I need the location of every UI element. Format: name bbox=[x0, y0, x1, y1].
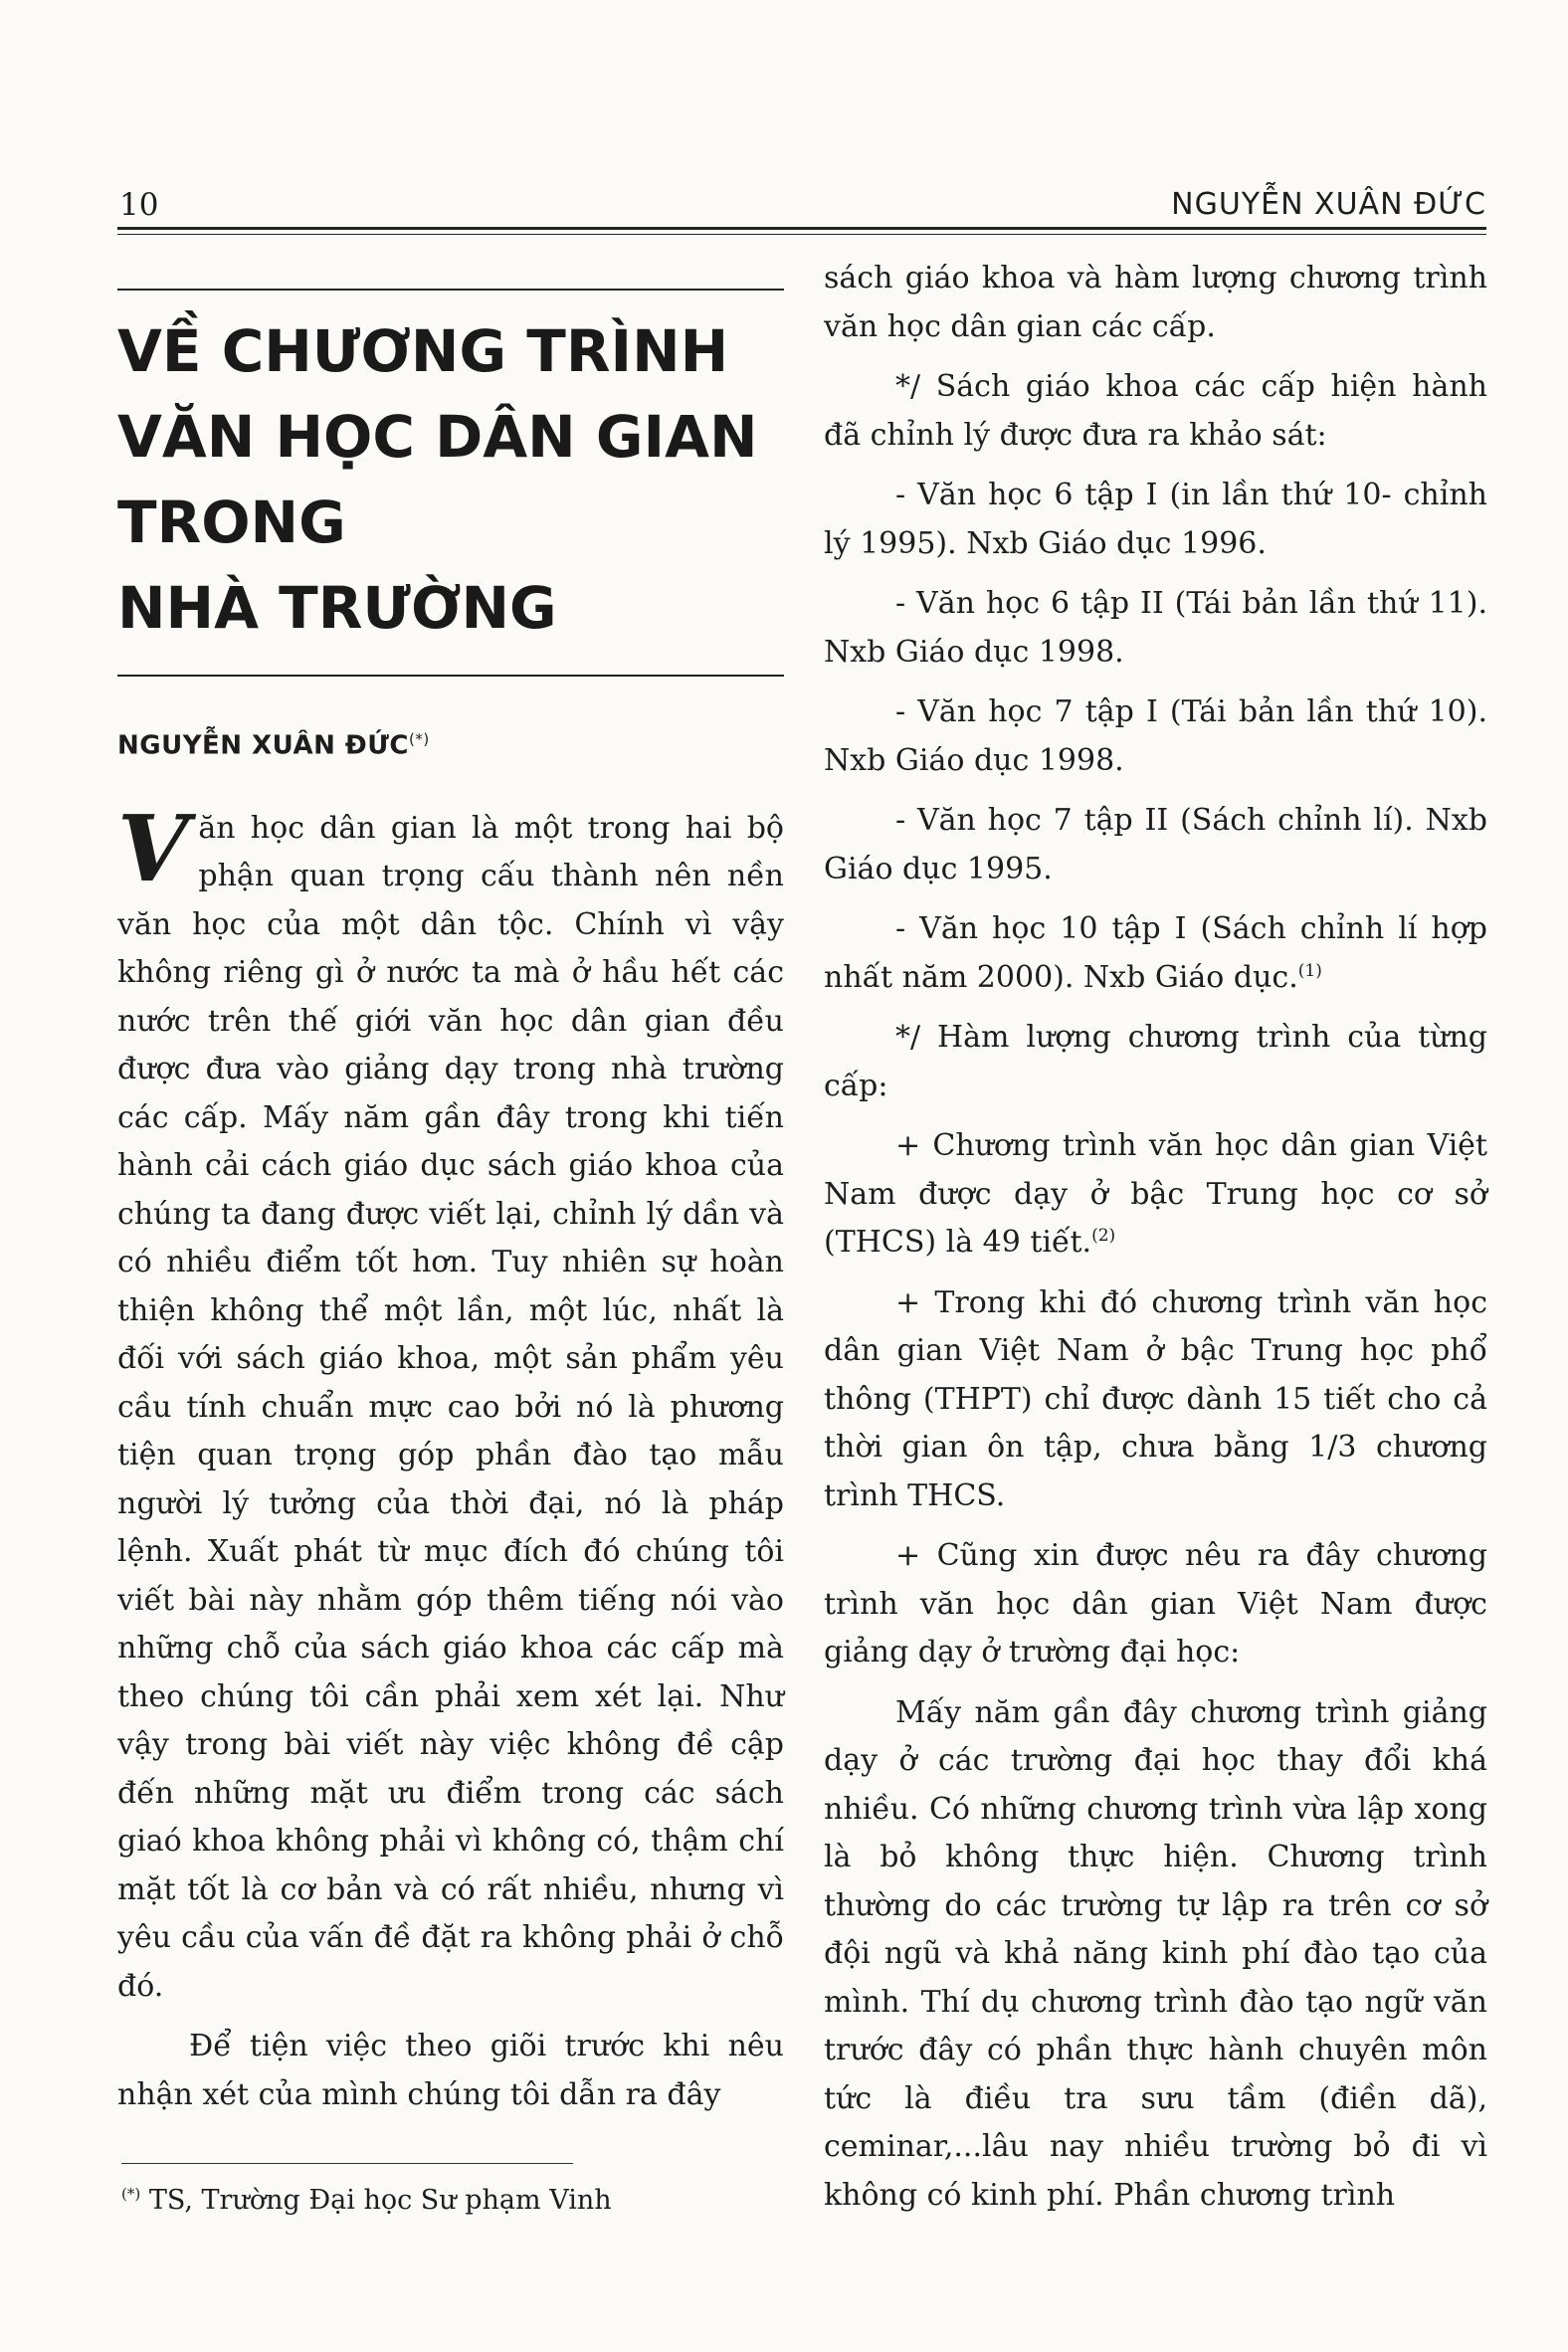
list-item: - Văn học 6 tập I (in lần thứ 10- chỉnh lý 1995). Nxb Giáo dục 1996. bbox=[824, 478, 1487, 561]
left-column bbox=[117, 289, 784, 2119]
paragraph-text: ăn học dân gian là một trong hai bộ phận quan trọng cấu thành nên nền văn học của một dân tộc. Chính vì vậy không riêng gì ở nước ta mà ở hầu hết các nước trên thế giới văn học dân gian đều được đưa vào giảng dạy trong nhà trường các cấp. Mấy năm gần đây trong khi tiến hành cải cách giáo dục sách giáo khoa của chúng ta đang được viết lại, chỉnh lý dần và có nhiều điểm tốt hơn. Tuy nhiên sự hoàn thiện không thể một lần, một lúc, nhất là đối với sách giáo khoa, một sản phẩm yêu cầu tính chuẩn mực cao bởi nó là phương tiện quan trọng góp phần đào tạo mẫu người lý tưởng của thời đại, nó là pháp lệnh. Xuất phát từ mục đích đó chúng tôi viết bài này nhằm góp thêm tiếng nói vào những chỗ của sách giáo khoa các cấp mà theo chúng tôi cần phải xem xét lại. Như vậy trong bài viết này việc không đề cập đến những mặt ưu điểm trong các sách giaó khoa không phải vì không có, thậm chí mặt tốt là cơ bản và có rất nhiều, nhưng vì yêu cầu của vấn đề đặt ra không phải ở chỗ đó. bbox=[117, 810, 784, 2004]
title-line: VĂN HỌC DÂN GIAN bbox=[117, 403, 758, 471]
list-item: - Văn học 7 tập II (Sách chỉnh lí). Nxb Giáo dục 1995. bbox=[824, 803, 1487, 886]
body-paragraph bbox=[824, 1122, 1487, 1268]
paragraph-text: - Văn học 10 tập I (Sách chỉnh lí hợp nhất năm 2000). Nxb Giáo dục. bbox=[824, 911, 1487, 995]
body-paragraph: + Trong khi đó chương trình văn học dân gian Việt Nam ở bậc Trung học phổ thông (THPT) chỉ được dành 15 tiết cho cả thời gian ôn tập, chưa bằng 1/3 chương trình THCS. bbox=[824, 1284, 1487, 1513]
body-paragraph bbox=[117, 794, 784, 2012]
list-item: - Văn học 6 tập II (Tái bản lần thứ 11). Nxb Giáo dục 1998. bbox=[824, 586, 1487, 670]
paragraph-text: + Chương trình văn học dân gian Việt Nam được dạy ở bậc Trung học cơ sở (THCS) là 49 tiết. bbox=[824, 1128, 1487, 1260]
footnote-text: TS, Trường Đại học Sư phạm Vinh bbox=[148, 2185, 612, 2216]
footnote-ref: (2) bbox=[1091, 1226, 1116, 1246]
title-line: TRONG bbox=[117, 489, 346, 556]
header-rule bbox=[117, 227, 1486, 230]
author-name: NGUYỄN XUÂN ĐỨC bbox=[117, 730, 409, 761]
body-paragraph: */ Sách giáo khoa các cấp hiện hành đã chỉnh lý được đưa ra khảo sát: bbox=[824, 369, 1487, 453]
title-line: VỀ CHƯƠNG TRÌNH bbox=[117, 317, 729, 385]
header-rule-thin bbox=[117, 234, 1486, 235]
article-title bbox=[117, 308, 784, 651]
list-item: - Văn học 7 tập I (Tái bản lần thứ 10). Nxb Giáo dục 1998. bbox=[824, 694, 1487, 778]
running-head: NGUYỄN XUÂN ĐỨC bbox=[1171, 187, 1486, 222]
list-item bbox=[824, 905, 1487, 1002]
body-paragraph: Mấy năm gần đây chương trình giảng dạy ở các trường đại học thay đổi khá nhiều. Có những chương trình vừa lập xong là bỏ không thực hiện. Chương trình thường do các trường tự lập ra trên cơ sở đội ngũ và khả năng kinh phí đào tạo của mình. Thí dụ chương trình đào tạo ngữ văn trước đây có phần thực hành chuyên môn tức là điều tra sưu tầm (điền dã), ceminar,...lâu nay nhiều trường bỏ đi vì không có kinh phí. Phần chương trình bbox=[824, 1694, 1487, 2213]
drop-cap: V bbox=[117, 794, 189, 902]
footnote-mark: (*) bbox=[121, 2185, 141, 2203]
body-paragraph: + Cũng xin được nêu ra đây chương trình văn học dân gian Việt Nam được giảng dạy ở trường đại học: bbox=[824, 1538, 1487, 1669]
title-rule-top bbox=[117, 289, 784, 291]
author-footnote-mark: (*) bbox=[409, 730, 430, 748]
body-paragraph: sách giáo khoa và hàm lượng chương trình văn học dân gian các cấp. bbox=[824, 261, 1487, 344]
body-paragraph: Để tiện việc theo giõi trước khi nêu nhận xét của mình chúng tôi dẫn ra đây bbox=[117, 2029, 784, 2112]
author-byline bbox=[117, 730, 784, 761]
body-paragraph: */ Hàm lượng chương trình của từng cấp: bbox=[824, 1020, 1487, 1103]
footnote bbox=[121, 2185, 612, 2216]
page-number: 10 bbox=[119, 187, 159, 223]
title-line: NHÀ TRƯỜNG bbox=[117, 574, 557, 642]
footnote-ref: (1) bbox=[1297, 960, 1322, 981]
right-column bbox=[824, 255, 1487, 2220]
title-rule-bottom bbox=[117, 675, 784, 677]
footnote-rule bbox=[121, 2163, 573, 2164]
